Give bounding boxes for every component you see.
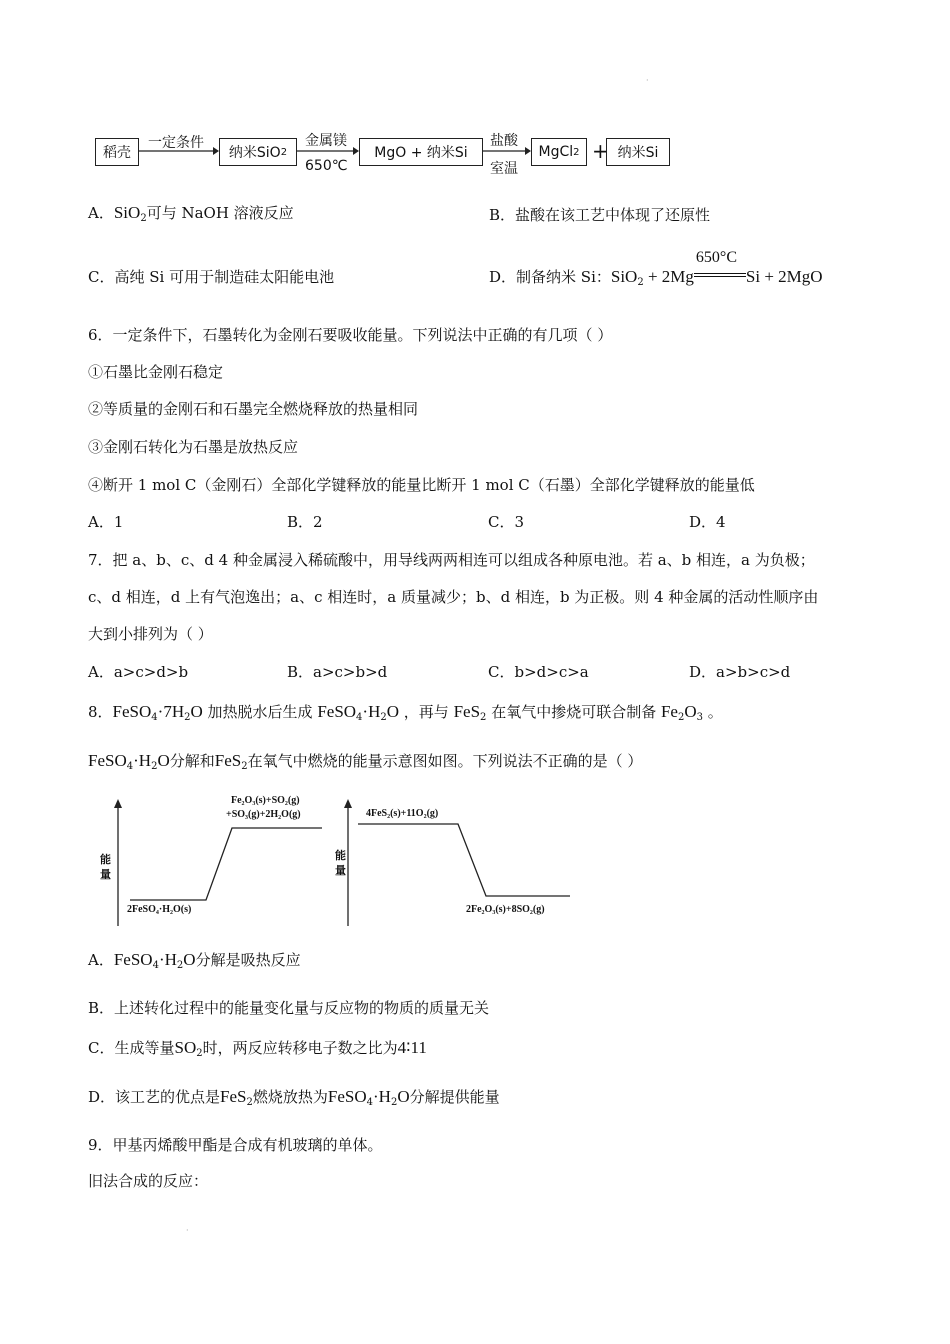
- flow-arrow-3: [483, 145, 531, 157]
- flow-box-mgo-si: MgO + 纳米Si: [359, 138, 483, 166]
- q7-option-c: C．b>d>c>a: [488, 663, 589, 681]
- flow-arrow-label: 室温: [490, 161, 518, 177]
- q7-option-b: B．a>c>b>d: [287, 663, 388, 681]
- q8-stem-line-1: 8．$FeSO_4\cdot 7H_2O$ 加热脱水后生成 $FeSO_4\cdot H_2O$ ，再与 FeS$_2$ 在氧气中掺烧可联合制备 $Fe_2O_3$ 。: [88, 702, 723, 723]
- q9-stem-line-1: 9．甲基丙烯酸甲酯是合成有机玻璃的单体。: [88, 1136, 383, 1154]
- q8-option-b: B．上述转化过程中的能量变化量与反应物的物质的质量无关: [88, 999, 490, 1017]
- q6-option-a: A．1: [88, 513, 124, 531]
- q8-stem-line-2: $FeSO_4\cdot H_2O$分解和FeS$_2$在氧气中燃烧的能量示意图如图。下列说法不正确的是（ ）: [88, 751, 643, 772]
- energy-axis-label: 能 量: [100, 853, 111, 881]
- flow-box-mgcl2: MgCl 2: [531, 138, 587, 166]
- q6-statement-3: ③金刚石转化为石墨是放热反应: [88, 438, 299, 456]
- flow-box-rice-husk: 稻壳: [95, 138, 139, 166]
- flow-arrow-label: 金属镁: [305, 133, 347, 149]
- q6-option-b: B．2: [287, 513, 323, 531]
- q7-option-d: D．a>b>c>d: [689, 663, 791, 681]
- q5-option-a: A．SiO$_2$可与 NaOH 溶液反应: [88, 203, 294, 224]
- flow-arrow-label: 盐酸: [490, 133, 518, 149]
- q6-statement-4: ④断开 1 mol C（金刚石）全部化学键释放的能量比断开 1 mol C（石墨）全部化学键释放的能量低: [88, 476, 755, 494]
- flow-arrow-label: 一定条件: [148, 135, 204, 151]
- stray-dot: ·: [646, 76, 649, 85]
- q7-stem-line-2: c、d 相连，d 上有气泡逸出；a、c 相连时，a 质量减少；b、d 相连，b 为正极。则 4 种金属的活动性顺序由: [88, 588, 819, 606]
- diagram-label-products: 2Fe₂O₃(s)+8SO₂(g): [466, 904, 545, 915]
- q6-option-c: C．3: [488, 513, 525, 531]
- flow-box-nano-si: 纳米Si: [606, 138, 670, 166]
- q6-statement-2: ②等质量的金刚石和石墨完全燃烧释放的热量相同: [88, 400, 419, 418]
- energy-axis-label: 能 量: [335, 849, 346, 877]
- q8-option-c: C．生成等量$SO_2$时，两反应转移电子数之比为4∶11: [88, 1038, 427, 1059]
- diagram-label-products: Fe₂O₃(s)+SO₂(g): [231, 795, 300, 806]
- q6-statement-1: ①石墨比金刚石稳定: [88, 363, 224, 381]
- q9-stem-line-2: 旧法合成的反应：: [88, 1172, 209, 1190]
- q6-stem: 6．一定条件下，石墨转化为金刚石要吸收能量。下列说法中正确的有几项（ ）: [88, 326, 613, 344]
- diagram-label-products: +SO₃(g)+2H₂O(g): [226, 809, 301, 820]
- stray-dot: ·: [186, 1226, 189, 1235]
- q8-option-d: D．该工艺的优点是FeS$_2$燃烧放热为$FeSO_4\cdot H_2O$分解提供能量: [88, 1087, 500, 1108]
- reaction-condition-equals: 650°C: [694, 271, 746, 285]
- q7-stem-line-1: 7．把 a、b、c、d 4 种金属浸入稀硫酸中，用导线两两相连可以组成各种原电池。若 a、b 相连，a 为负极；: [88, 551, 815, 569]
- flow-arrow-2: [297, 145, 359, 157]
- q5-option-d: D．制备纳米 Si：SiO$_2$ + 2Mg 650°C Si + 2MgO: [489, 249, 823, 288]
- diagram-label-reactants: 4FeS₂(s)+11O₂(g): [366, 808, 439, 819]
- diagram-label-reactant: 2FeSO₄·H₂O(s): [127, 904, 192, 915]
- q8-option-a: A．$FeSO_4\cdot H_2O$分解是吸热反应: [88, 950, 301, 971]
- flow-arrow-label: 650℃: [305, 158, 348, 174]
- q5-option-b: B．盐酸在该工艺中体现了还原性: [489, 206, 711, 224]
- q7-stem-line-3: 大到小排列为（ ）: [88, 625, 213, 643]
- q6-option-d: D．4: [689, 513, 726, 531]
- q7-option-a: A．a>c>d>b: [88, 663, 189, 681]
- flow-plus: +: [592, 139, 609, 163]
- q5-option-c: C．高纯 Si 可用于制造硅太阳能电池: [88, 268, 335, 286]
- flow-arrow-1: [139, 145, 219, 157]
- flow-box-nano-sio2: 纳米SiO 2: [219, 138, 297, 166]
